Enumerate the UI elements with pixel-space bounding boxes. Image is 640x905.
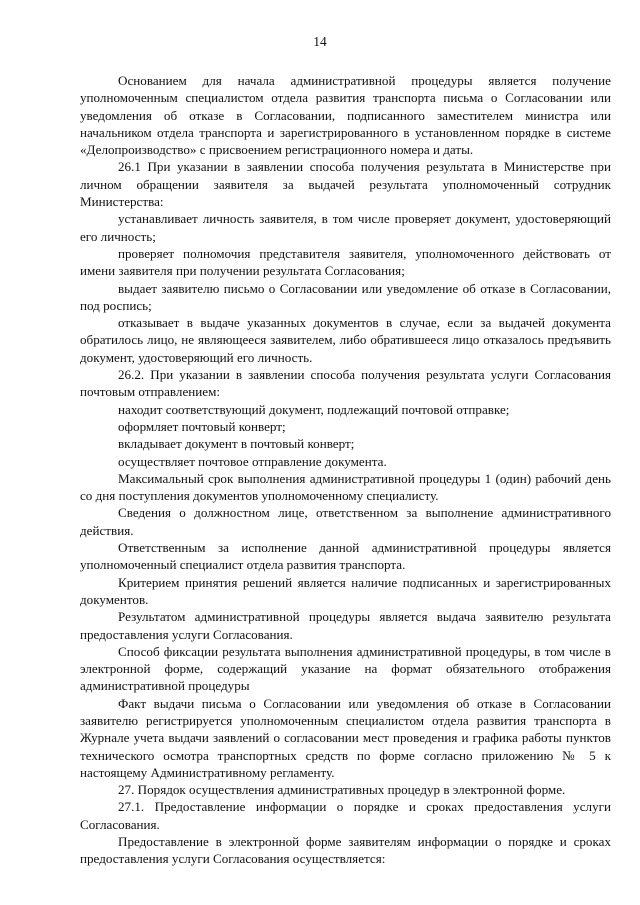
paragraph-criteria: Критерием принятия решений является наличие подписанных и зарегистрированных документов. [80, 574, 611, 607]
paragraph-recording-method: Способ фиксации результата выполнения административной процедуры, в том числе в электронной форме, содержащий указание на формат обязательного отображения административной процедуры [80, 643, 611, 694]
paragraph-send-mail: осуществляет почтовое отправление документа. [118, 453, 387, 469]
paragraph-27-1: 27.1. Предоставление информации о порядке и сроках предоставления услуги Согласования. [80, 799, 611, 832]
paragraph-identify-applicant: устанавливает личность заявителя, в том числе проверяет документ, удостоверяющий его личность; [80, 211, 611, 244]
paragraph-max-term: Максимальный срок выполнения административной процедуры 1 (один) рабочий день со дня поступления документов уполномоченному специалисту. [80, 470, 611, 504]
document-body [80, 72, 611, 868]
paragraph-26-1: 26.1 При указании в заявлении способа получения результата в Министерстве при личном обращении заявителя за выдачей результата уполномоченный сотрудник Министерства: [80, 159, 611, 210]
paragraph-electronic-info: Предоставление в электронной форме заявителям информации о порядке и сроках предоставления услуги Согласования осуществляется: [80, 834, 611, 867]
paragraph-27: 27. Порядок осуществления административных процедур в электронной форме. [118, 782, 566, 798]
paragraph-check-authority: проверяет полномочия представителя заявителя, уполномоченного действовать от имени заявителя при получении результата Согласования; [80, 245, 611, 279]
paragraph-prepare-envelope: оформляет почтовый конверт; [118, 418, 286, 434]
paragraph-basis: Основанием для начала административной процедуры является получение уполномоченным специалистом отдела развития транспорта письма о Согласовании или уведомления об отказе в Согласовании, подписанного заместителем министра или начальником отдела транспорта и зарегистрированного в установленном порядке в системе «Делопроизводство» с присвоением регистрационного номера и даты. [80, 73, 611, 158]
page-number: 14 [313, 34, 327, 49]
paragraph-enclose-document: вкладывает документ в почтовый конверт; [118, 436, 355, 452]
paragraph-refuse-issue: отказывает в выдаче указанных документов в случае, если за выдачей документа обратилось лицо, не являющееся заявителем, либо обратившееся лицо отказалось предъявить документ, удостоверяющий его личность. [80, 315, 611, 365]
paragraph-official-info: Сведения о должностном лице, ответственном за выполнение административного действия. [80, 505, 611, 538]
paragraph-26-2: 26.2. При указании в заявлении способа получения результата услуги Согласования почтовым отправлением: [80, 367, 611, 400]
paragraph-registration-fact: Факт выдачи письма о Согласовании или уведомления об отказе в Согласовании заявителю регистрируется уполномоченным специалистом отдела развития транспорта в Журнале учета выдачи заявлений о согласовании мест проведения и графика работы пунктов технического осмотра транспортных средств по форме согласно приложению № 5 к настоящему Административному регламенту. [80, 695, 611, 780]
paragraph-result: Результатом административной процедуры является выдача заявителю результата предоставления услуги Согласования. [80, 609, 611, 642]
paragraph-find-document: находит соответствующий документ, подлежащий почтовой отправке; [118, 401, 510, 417]
paragraph-issue-letter: выдает заявителю письмо о Согласовании или уведомление об отказе в Согласовании, под роспись; [80, 280, 611, 313]
paragraph-responsible: Ответственным за исполнение данной административной процедуры является уполномоченный специалист отдела развития транспорта. [80, 540, 611, 573]
